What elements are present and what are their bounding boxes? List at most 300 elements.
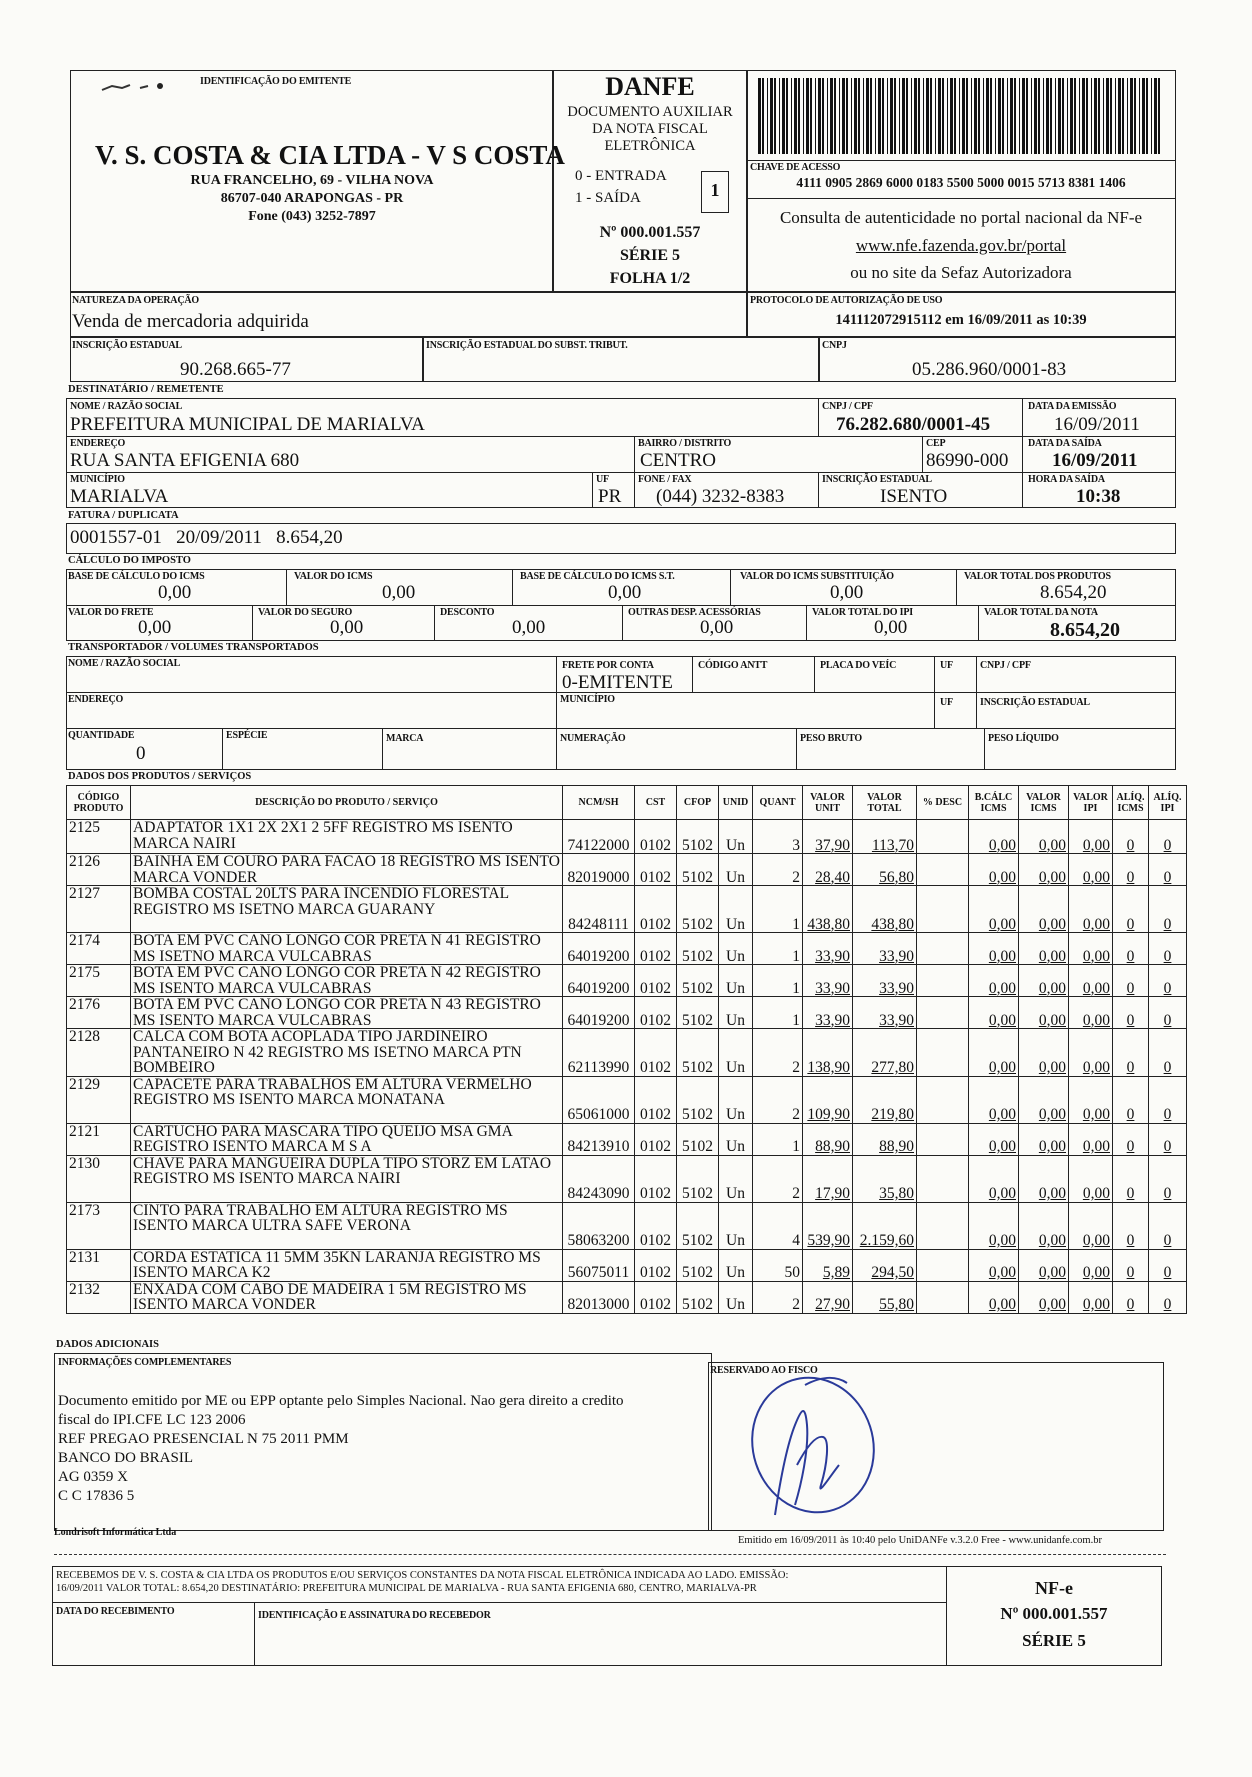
barcode-bar (1062, 78, 1064, 154)
table-cell-desc: CALCA COM BOTA ACOPLADA TIPO JARDINEIRO PANTANEIRO N 42 REGISTRO MS ISETNO MARCA PTN BOMBEIRO (131, 1029, 563, 1077)
table-cell-desc: BOMBA COSTAL 20LTS PARA INCENDIO FLORESTAL REGISTRO MS ISETNO MARCA GUARANY (131, 886, 563, 933)
barcode-bar (950, 78, 953, 154)
table-cell-code: 2121 (67, 1123, 131, 1155)
table-cell-bcalc: 0,00 (969, 1076, 1019, 1123)
table-cell-unid: Un (719, 1281, 753, 1313)
frete: 0,00 (138, 617, 172, 638)
table-cell-code: 2174 (67, 933, 131, 965)
barcode-bar (779, 78, 780, 154)
dest-fone-label: FONE / FAX (638, 474, 692, 485)
table-row (67, 1029, 1187, 1077)
dest-ie-label: INSCRIÇÃO ESTADUAL (822, 474, 932, 485)
table-cell-desc: CHAVE PARA MANGUEIRA DUPLA TIPO STORZ EM LATAO REGISTRO MS ISENTO MARCA NAIRI (131, 1155, 563, 1202)
canhoto-text-2: 16/09/2011 VALOR TOTAL: 8.654,20 DESTINATÁRIO: PREFEITURA MUNICIPAL DE MARIALVA - RUA SANTA EFIGENIA 680, CENTRO, MARIALVA-PR (56, 1583, 757, 1594)
barcode-bar (978, 78, 980, 154)
barcode-bar (1122, 78, 1124, 154)
barcode-bar (935, 78, 936, 154)
danfe-tipo: 1 (710, 180, 720, 200)
table-cell-vicms: 0,00 (1019, 1029, 1069, 1077)
table-cell-code: 2126 (67, 854, 131, 886)
barcode-bar (930, 78, 932, 154)
ie-label: INSCRIÇÃO ESTADUAL (72, 340, 182, 351)
table-cell-vipi: 0,00 (1069, 1155, 1113, 1202)
barcode-bar (1106, 78, 1109, 154)
table-cell-vicms: 0,00 (1019, 997, 1069, 1029)
table-cell-aipi: 0 (1149, 1076, 1187, 1123)
barcode-bar (842, 78, 845, 154)
table-cell-vicms: 0,00 (1019, 1076, 1069, 1123)
table-cell-vicms: 0,00 (1019, 933, 1069, 965)
danfe-subtitle-2: DA NOTA FISCAL (592, 121, 708, 137)
transp-antt-label: CÓDIGO ANTT (698, 660, 768, 671)
table-cell-unid: Un (719, 1123, 753, 1155)
danfe-entrada: 0 - ENTRADA (575, 168, 667, 184)
table-cell-cst: 0102 (635, 1281, 677, 1313)
table-row (67, 933, 1187, 965)
dest-emissao: 16/09/2011 (1054, 414, 1140, 435)
dest-uf-label: UF (596, 474, 609, 485)
barcode-bar (758, 78, 761, 154)
table-cell-aicms: 0 (1113, 1076, 1149, 1123)
barcode-bar (1031, 78, 1032, 154)
table-cell-vipi: 0,00 (1069, 997, 1113, 1029)
barcode-bar (926, 78, 929, 154)
barcode-bar (1151, 78, 1152, 154)
table-cell-unid: Un (719, 1202, 753, 1249)
table-cell-unid: Un (719, 1076, 753, 1123)
cnpj-label: CNPJ (822, 340, 847, 351)
table-row (67, 1123, 1187, 1155)
table-cell-quant: 3 (753, 820, 803, 854)
transportador-section-label: TRANSPORTADOR / VOLUMES TRANSPORTADOS (68, 642, 319, 653)
table-cell-cst: 0102 (635, 1249, 677, 1281)
dest-municipio: MARIALVA (70, 486, 169, 507)
barcode-bar (858, 78, 860, 154)
barcode-bar (1034, 78, 1037, 154)
table-cell-cst: 0102 (635, 854, 677, 886)
frete-label: VALOR DO FRETE (68, 607, 154, 618)
products-header-cell: CST (635, 786, 677, 820)
table-cell-quant: 1 (753, 886, 803, 933)
table-row (67, 1249, 1187, 1281)
barcode-bar (1094, 78, 1097, 154)
barcode-bar (1139, 78, 1140, 154)
table-cell-vtotal: 113,70 (853, 820, 917, 854)
products-header-cell: VALOR ICMS (1019, 786, 1069, 820)
barcode-bar (914, 78, 917, 154)
valor-st-label: VALOR DO ICMS SUBSTITUIÇÃO (740, 571, 894, 582)
canhoto-serie: SÉRIE 5 (1022, 1631, 1086, 1650)
barcode-bar (1154, 78, 1157, 154)
barcode-bar (1050, 78, 1052, 154)
table-cell-aipi: 0 (1149, 820, 1187, 854)
table-cell-unid: Un (719, 1029, 753, 1077)
protocolo-label: PROTOCOLO DE AUTORIZAÇÃO DE USO (750, 295, 943, 306)
table-cell-aipi: 0 (1149, 1123, 1187, 1155)
table-cell-vicms: 0,00 (1019, 820, 1069, 854)
table-cell-vicms: 0,00 (1019, 1249, 1069, 1281)
table-cell-cfop: 5102 (677, 854, 719, 886)
barcode-bar (1079, 78, 1080, 154)
fatura-section-label: FATURA / DUPLICATA (68, 510, 179, 521)
barcode-bar (1014, 78, 1016, 154)
table-cell-vunit: 33,90 (803, 933, 853, 965)
table-cell-aicms: 0 (1113, 820, 1149, 854)
table-cell-code: 2130 (67, 1155, 131, 1202)
barcode-bar (1046, 78, 1049, 154)
products-header-cell: UNID (719, 786, 753, 820)
chave-label: CHAVE DE ACESSO (750, 162, 841, 173)
table-row (67, 1202, 1187, 1249)
table-cell-vtotal: 219,80 (853, 1076, 917, 1123)
table-cell-unid: Un (719, 820, 753, 854)
table-cell-aipi: 0 (1149, 1155, 1187, 1202)
products-header-cell: ALÍQ. IPI (1149, 786, 1187, 820)
table-cell-vunit: 37,90 (803, 820, 853, 854)
info-lines (58, 1392, 624, 1506)
barcode-bar (918, 78, 920, 154)
barcode-bar (1074, 78, 1076, 154)
table-cell-aicms: 0 (1113, 1123, 1149, 1155)
total-prod: 8.654,20 (1040, 582, 1107, 603)
table-cell-vipi: 0,00 (1069, 965, 1113, 997)
reservado-label: RESERVADO AO FISCO (710, 1365, 818, 1376)
barcode-bar (846, 78, 848, 154)
products-header-cell: VALOR TOTAL (853, 786, 917, 820)
total-nota-label: VALOR TOTAL DA NOTA (984, 607, 1098, 618)
table-cell-unid: Un (719, 1155, 753, 1202)
table-cell-cst: 0102 (635, 1123, 677, 1155)
table-cell-aicms: 0 (1113, 886, 1149, 933)
barcode-bar (911, 78, 912, 154)
table-cell-bcalc: 0,00 (969, 1123, 1019, 1155)
table-cell-desc-pct (917, 1249, 969, 1281)
barcode-bar (815, 78, 816, 154)
table-cell-cfop: 5102 (677, 933, 719, 965)
barcode-bar (774, 78, 776, 154)
barcode-bar (971, 78, 972, 154)
barcode-bar (1082, 78, 1085, 154)
barcode-bar (1055, 78, 1056, 154)
table-cell-ncm: 62113990 (563, 1029, 635, 1077)
products-table (66, 785, 1187, 1314)
table-cell-vtotal: 33,90 (853, 997, 917, 1029)
table-cell-cfop: 5102 (677, 1123, 719, 1155)
natureza-label: NATUREZA DA OPERAÇÃO (72, 295, 199, 306)
table-cell-cfop: 5102 (677, 965, 719, 997)
table-cell-vipi: 0,00 (1069, 1123, 1113, 1155)
barcode-bar (818, 78, 821, 154)
table-cell-vunit: 539,90 (803, 1202, 853, 1249)
transp-placa-label: PLACA DO VEÍC (820, 660, 897, 671)
base-icms: 0,00 (158, 582, 192, 603)
barcode-bar (1118, 78, 1121, 154)
emitente-phone: Fone (043) 3252-7897 (248, 209, 376, 224)
table-cell-code: 2127 (67, 886, 131, 933)
barcode-bar (962, 78, 965, 154)
barcode-bar (1158, 78, 1160, 154)
barcode-bar (798, 78, 800, 154)
danfe-subtitle-3: ELETRÔNICA (604, 138, 696, 154)
barcode-bar (1002, 78, 1004, 154)
danfe-numero: Nº 000.001.557 (599, 224, 701, 241)
table-cell-vipi: 0,00 (1069, 886, 1113, 933)
ipi: 0,00 (874, 617, 908, 638)
table-cell-aipi: 0 (1149, 854, 1187, 886)
barcode-bar (966, 78, 968, 154)
barcode-bar (1026, 78, 1028, 154)
barcode-bar (863, 78, 864, 154)
table-cell-desc-pct (917, 1123, 969, 1155)
barcode-bar (983, 78, 984, 154)
table-cell-desc-pct (917, 1155, 969, 1202)
emitido-label: Emitido em 16/09/2011 às 10:40 pelo UniDANFe v.3.2.0 Free - www.unidanfe.com.br (738, 1535, 1102, 1546)
table-cell-cfop: 5102 (677, 886, 719, 933)
table-cell-code: 2131 (67, 1249, 131, 1281)
barcode-bar (875, 78, 876, 154)
info-line: fiscal do IPI.CFE LC 123 2006 (58, 1412, 246, 1428)
table-cell-quant: 2 (753, 1281, 803, 1313)
table-cell-quant: 1 (753, 997, 803, 1029)
barcode-bar (1098, 78, 1100, 154)
table-cell-bcalc: 0,00 (969, 933, 1019, 965)
products-header-cell: CFOP (677, 786, 719, 820)
table-cell-vunit: 28,40 (803, 854, 853, 886)
transp-cnpj-label: CNPJ / CPF (980, 660, 1031, 671)
emitente-name: V. S. COSTA & CIA LTDA - V S COSTA (95, 140, 565, 170)
table-cell-code: 2173 (67, 1202, 131, 1249)
barcode-bar (887, 78, 888, 154)
cut-line (54, 1554, 1166, 1555)
table-cell-aipi: 0 (1149, 1249, 1187, 1281)
dest-endereco-label: ENDEREÇO (70, 438, 126, 449)
signature (735, 1355, 885, 1530)
transp-uf-label: UF (940, 660, 953, 671)
table-cell-ncm: 64019200 (563, 933, 635, 965)
barcode-bar (1130, 78, 1133, 154)
table-cell-unid: Un (719, 933, 753, 965)
dest-uf: PR (598, 486, 622, 507)
dest-hora: 10:38 (1076, 486, 1121, 507)
table-cell-quant: 2 (753, 1029, 803, 1077)
table-cell-bcalc: 0,00 (969, 1281, 1019, 1313)
table-cell-vunit: 138,90 (803, 1029, 853, 1077)
barcode-bar (1146, 78, 1148, 154)
transp-especie-label: ESPÉCIE (226, 730, 268, 741)
table-cell-desc-pct (917, 1281, 969, 1313)
barcode-bar (1043, 78, 1044, 154)
valor-icms: 0,00 (382, 582, 416, 603)
emitente-section-label: IDENTIFICAÇÃO DO EMITENTE (200, 76, 352, 87)
table-cell-aicms: 0 (1113, 997, 1149, 1029)
total-nota: 8.654,20 (1050, 619, 1120, 641)
transp-frete: 0-EMITENTE (562, 672, 673, 693)
table-cell-ncm: 64019200 (563, 997, 635, 1029)
dest-cnpj-label: CNPJ / CPF (822, 401, 873, 412)
table-cell-cfop: 5102 (677, 820, 719, 854)
table-cell-vtotal: 2.159,60 (853, 1202, 917, 1249)
emitente-cep-city: 86707-040 ARAPONGAS - PR (220, 191, 404, 206)
table-cell-desc: CARTUCHO PARA MASCARA TIPO QUEIJO MSA GMA REGISTRO ISENTO MARCA M S A (131, 1123, 563, 1155)
table-cell-cst: 0102 (635, 1155, 677, 1202)
chave-url[interactable]: www.nfe.fazenda.gov.br/portal (855, 236, 1067, 255)
table-row (67, 886, 1187, 933)
dest-nome: PREFEITURA MUNICIPAL DE MARIALVA (70, 414, 425, 435)
table-cell-bcalc: 0,00 (969, 1155, 1019, 1202)
dest-nome-label: NOME / RAZÃO SOCIAL (70, 401, 183, 412)
table-cell-code: 2132 (67, 1281, 131, 1313)
base-st-label: BASE DE CÁLCULO DO ICMS S.T. (520, 571, 675, 582)
barcode-bar (878, 78, 881, 154)
table-cell-aipi: 0 (1149, 1281, 1187, 1313)
barcode-bar (1091, 78, 1092, 154)
table-cell-quant: 1 (753, 933, 803, 965)
barcode-bar (998, 78, 1001, 154)
seguro: 0,00 (330, 617, 364, 638)
info-line: AG 0359 X (58, 1469, 128, 1485)
table-cell-vunit: 17,90 (803, 1155, 853, 1202)
table-cell-desc: ADAPTATOR 1X1 2X 2X1 2 5FF REGISTRO MS ISENTO MARCA NAIRI (131, 820, 563, 854)
table-cell-vtotal: 33,90 (853, 965, 917, 997)
barcode-bar (995, 78, 996, 154)
valor-icms-label: VALOR DO ICMS (294, 571, 373, 582)
table-cell-unid: Un (719, 1249, 753, 1281)
table-cell-vicms: 0,00 (1019, 965, 1069, 997)
barcode-bar (954, 78, 956, 154)
table-cell-desc-pct (917, 820, 969, 854)
barcode-bar (794, 78, 797, 154)
table-cell-cst: 0102 (635, 1076, 677, 1123)
table-row (67, 1281, 1187, 1313)
dest-bairro: CENTRO (640, 450, 716, 471)
table-cell-vunit: 438,80 (803, 886, 853, 933)
table-cell-bcalc: 0,00 (969, 854, 1019, 886)
table-cell-vtotal: 33,90 (853, 933, 917, 965)
table-row (67, 997, 1187, 1029)
table-cell-aicms: 0 (1113, 854, 1149, 886)
chave-value: 4111 0905 2869 6000 0183 5500 5000 0015 5713 8381 1406 (796, 175, 1126, 190)
barcode-bar (1127, 78, 1128, 154)
table-cell-aicms: 0 (1113, 1202, 1149, 1249)
table-cell-code: 2129 (67, 1076, 131, 1123)
barcode-bar (870, 78, 872, 154)
table-cell-desc-pct (917, 933, 969, 965)
table-cell-vunit: 5,89 (803, 1249, 853, 1281)
barcode-bar (1022, 78, 1025, 154)
barcode-bar (1070, 78, 1073, 154)
table-row (67, 1076, 1187, 1123)
info-line: Documento emitido por ME ou EPP optante pelo Simples Nacional. Nao gera direito a credito (58, 1393, 624, 1409)
barcode-bar (803, 78, 804, 154)
ipi-label: VALOR TOTAL DO IPI (812, 607, 913, 618)
table-cell-bcalc: 0,00 (969, 997, 1019, 1029)
table-cell-vicms: 0,00 (1019, 1123, 1069, 1155)
barcode-bar (791, 78, 792, 154)
dest-hora-label: HORA DA SAÍDA (1028, 474, 1105, 485)
table-cell-cst: 0102 (635, 1029, 677, 1077)
barcode-bar (959, 78, 960, 154)
info-label: INFORMAÇÕES COMPLEMENTARES (58, 1357, 232, 1368)
table-cell-vipi: 0,00 (1069, 933, 1113, 965)
table-cell-unid: Un (719, 886, 753, 933)
imposto-section-label: CÁLCULO DO IMPOSTO (68, 555, 191, 566)
dest-cep-label: CEP (926, 438, 946, 449)
barcode-bar (938, 78, 941, 154)
table-cell-cfop: 5102 (677, 1202, 719, 1249)
table-cell-quant: 2 (753, 854, 803, 886)
table-cell-desc-pct (917, 854, 969, 886)
table-cell-desc-pct (917, 1076, 969, 1123)
table-cell-vtotal: 438,80 (853, 886, 917, 933)
barcode-bar (854, 78, 857, 154)
table-cell-cst: 0102 (635, 933, 677, 965)
danfe-title: DANFE (605, 72, 695, 101)
table-cell-vipi: 0,00 (1069, 1202, 1113, 1249)
table-cell-vunit: 27,90 (803, 1281, 853, 1313)
table-cell-desc-pct (917, 886, 969, 933)
fatura-value: 0001557-01 20/09/2011 8.654,20 (70, 527, 343, 548)
transp-peso-bruto-label: PESO BRUTO (800, 733, 862, 744)
table-cell-aipi: 0 (1149, 1202, 1187, 1249)
transp-ie-label: INSCRIÇÃO ESTADUAL (980, 697, 1090, 708)
chave-consulta-1: Consulta de autenticidade no portal nacional da NF-e (779, 208, 1143, 227)
transp-frete-label: FRETE POR CONTA (562, 660, 654, 671)
table-cell-quant: 1 (753, 965, 803, 997)
barcode-bar (786, 78, 788, 154)
barcode-bar (1038, 78, 1040, 154)
transp-nome-label: NOME / RAZÃO SOCIAL (68, 658, 181, 669)
table-cell-vtotal: 56,80 (853, 854, 917, 886)
table-cell-desc: BOTA EM PVC CANO LONGO COR PRETA N 43 REGISTRO MS ISENTO MARCA VULCABRAS (131, 997, 563, 1029)
produtos-section-label: DADOS DOS PRODUTOS / SERVIÇOS (68, 771, 252, 782)
table-cell-unid: Un (719, 965, 753, 997)
adicionais-section-label: DADOS ADICIONAIS (56, 1339, 159, 1350)
table-cell-code: 2175 (67, 965, 131, 997)
table-cell-vipi: 0,00 (1069, 1029, 1113, 1077)
chave-consulta-2: ou no site da Sefaz Autorizadora (850, 263, 1072, 282)
table-cell-vipi: 0,00 (1069, 1281, 1113, 1313)
table-cell-ncm: 74122000 (563, 820, 635, 854)
dest-emissao-label: DATA DA EMISSÃO (1028, 401, 1117, 412)
table-cell-aicms: 0 (1113, 1281, 1149, 1313)
table-cell-vunit: 88,90 (803, 1123, 853, 1155)
barcode-bar (834, 78, 836, 154)
table-cell-ncm: 65061000 (563, 1076, 635, 1123)
table-cell-cst: 0102 (635, 820, 677, 854)
barcode-bar (770, 78, 773, 154)
barcode-bar (923, 78, 924, 154)
desconto-label: DESCONTO (440, 607, 495, 618)
table-row (67, 854, 1187, 886)
barcode-bar (782, 78, 785, 154)
table-cell-vipi: 0,00 (1069, 1249, 1113, 1281)
table-cell-aicms: 0 (1113, 965, 1149, 997)
canhoto-nfe: NF-e (1035, 1578, 1073, 1598)
products-header-cell: % DESC (917, 786, 969, 820)
table-cell-vtotal: 35,80 (853, 1155, 917, 1202)
table-cell-aicms: 0 (1113, 933, 1149, 965)
table-cell-aipi: 0 (1149, 886, 1187, 933)
table-cell-cfop: 5102 (677, 997, 719, 1029)
table-cell-vicms: 0,00 (1019, 886, 1069, 933)
products-header-cell: ALÍQ. ICMS (1113, 786, 1149, 820)
barcode-bar (942, 78, 944, 154)
danfe-serie: SÉRIE 5 (619, 247, 681, 264)
barcode-bar (1115, 78, 1116, 154)
dest-bairro-label: BAIRRO / DISTRITO (638, 438, 732, 449)
table-cell-aipi: 0 (1149, 997, 1187, 1029)
table-cell-ncm: 82019000 (563, 854, 635, 886)
